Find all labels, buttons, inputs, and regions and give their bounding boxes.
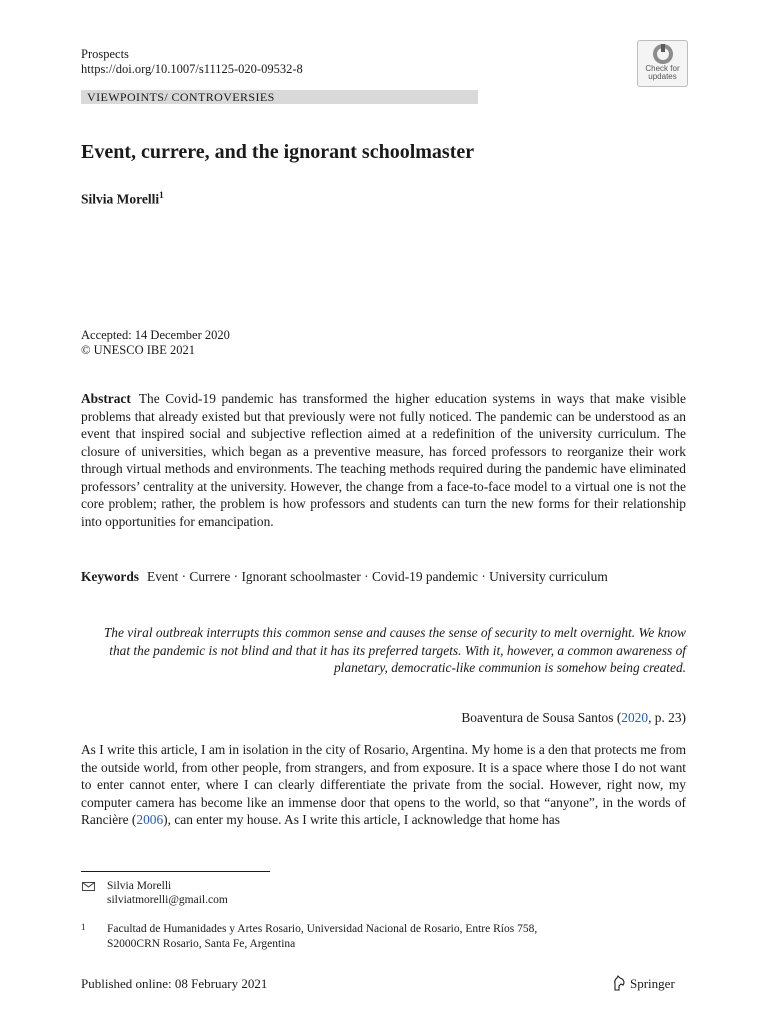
ref-year-link[interactable]: 2006 xyxy=(136,812,164,827)
section-label: VIEWPOINTS/ CONTROVERSIES xyxy=(87,90,275,104)
epigraph-citation xyxy=(300,709,686,727)
abstract xyxy=(81,390,686,530)
footnote-rule xyxy=(81,871,270,872)
keywords-text: Event · Currere · Ignorant schoolmaster · Covid-19 pandemic · University curriculum xyxy=(147,569,608,584)
body-paragraph xyxy=(81,741,686,829)
publisher-logo xyxy=(612,975,675,992)
cite-author: Boaventura de Sousa Santos ( xyxy=(461,710,622,725)
affiliation-line-1: Facultad de Humanidades y Artes Rosario, Universidad Nacional de Rosario, Entre Ríos 758, xyxy=(107,923,538,935)
epigraph-quote: The viral outbreak interrupts this common sense and causes the sense of security to melt overnight. We know that the pandemic is not blind and that it has its preferred targets. With it, however, a common awareness of planetary, democratic-like communion is somehow being created. xyxy=(103,625,686,675)
affiliation xyxy=(107,922,667,952)
journal-name: Prospects xyxy=(81,47,129,61)
copyright: © UNESCO IBE 2021 xyxy=(81,343,196,357)
keywords-label: Keywords xyxy=(81,569,140,584)
article-title: Event, currere, and the ignorant schoolmaster xyxy=(81,141,475,163)
badge-label-2: updates xyxy=(648,72,677,81)
accepted-date: Accepted: 14 December 2020 xyxy=(81,328,230,342)
abstract-label: Abstract xyxy=(81,391,131,406)
check-for-updates-badge[interactable] xyxy=(637,40,688,87)
author-name: Silvia Morelli xyxy=(81,191,160,207)
doi-link[interactable]: https://doi.org/10.1007/s11125-020-09532-8 xyxy=(81,62,303,76)
abstract-text: The Covid-19 pandemic has transformed the higher education systems in ways that make visible problems that already existed but that previously were not fully noticed. The pandemic can be understood as an event that inspired social and subjective reflection aimed at a redefinition of the university curriculum. The closure of universities, which began as a preventive measure, has forced professors to reorganize their work through virtual methods and environments. The teaching methods required during the pandemic have eliminated professors’ centrality at the university. However, the change from a face-to-face model to a virtual one is not the core problem; rather, the problem is how professors and students can turn the new forms for their relationship into opportunities for emancipation. xyxy=(81,391,686,529)
envelope-icon xyxy=(82,882,95,891)
keywords xyxy=(81,568,686,586)
contact-name: Silvia Morelli xyxy=(107,880,172,892)
badge-label-1: Check for xyxy=(645,64,680,73)
springer-horse-icon xyxy=(612,975,626,991)
publisher-name: Springer xyxy=(630,976,675,991)
cite-page: , p. 23) xyxy=(648,710,686,725)
contact-email[interactable]: silviatmorelli@gmail.com xyxy=(107,894,228,906)
author-affil-mark[interactable]: 1 xyxy=(159,190,164,200)
body-text-before: As I write this article, I am in isolation in the city of Rosario, Argentina. My home is a den that protects me from the outside world, from other people, from strangers, and from exposure. It is a space where those I do not want to enter cannot enter, where I can clearly differentiate the private from the social. However, right now, my computer camera has become like an immense door that opens to the world, so that “anyone”, in the words of Rancière ( xyxy=(81,742,686,827)
check-for-updates-icon xyxy=(652,43,674,65)
published-date: Published online: 08 February 2021 xyxy=(81,976,268,991)
footnote-mark: 1 xyxy=(81,922,86,932)
body-text-after: ), can enter my house. As I write this article, I acknowledge that home has xyxy=(163,812,560,827)
author xyxy=(81,187,164,208)
contact-info xyxy=(107,879,228,907)
cite-year-link[interactable]: 2020 xyxy=(621,710,649,725)
affiliation-line-2: S2000CRN Rosario, Santa Fe, Argentina xyxy=(107,938,296,950)
